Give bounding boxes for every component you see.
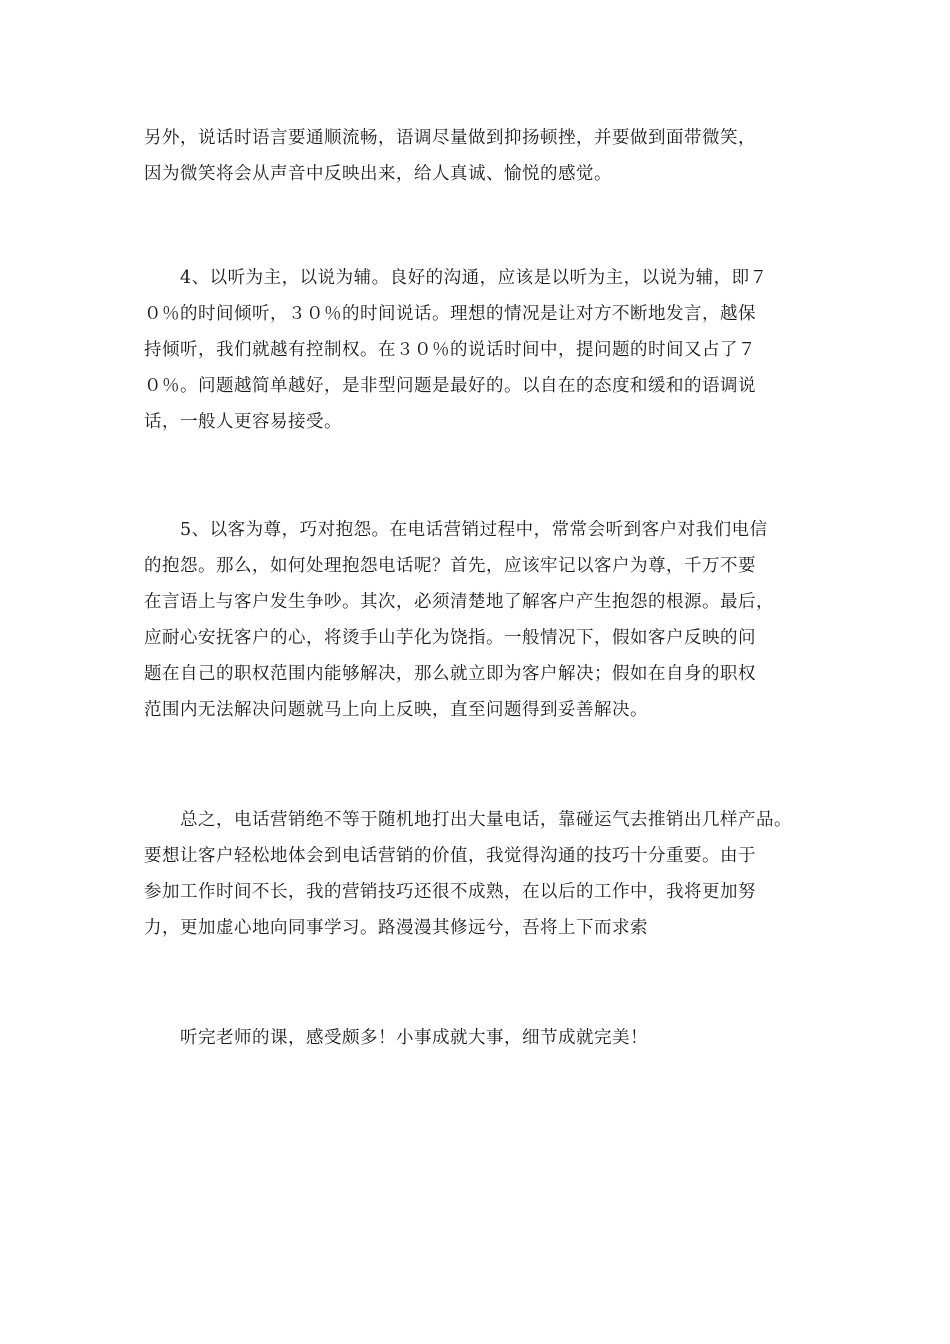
text-line: 在言语上与客户发生争吵。其次，必须清楚地了解客户产生抱怨的根源。最后， [144,592,774,612]
text-line: 另外，说话时语言要通顺流畅，语调尽量做到抑扬顿挫，并要做到面带微笑， [144,128,756,148]
text-line: 因为微笑将会从声音中反映出来，给人真诚、愉悦的感觉。 [144,164,612,184]
paragraph-speech-tone [144,120,824,192]
text-line: 参加工作时间不长，我的营销技巧还很不成熟，在以后的工作中，我将更加努 [144,882,756,902]
text-line: 总之，电话营销绝不等于随机地打出大量电话，靠碰运气去推销出几样产品。 [144,810,792,830]
paragraph-listen-first [144,260,824,440]
paragraph-conclusion [144,802,824,946]
text-line: 5、以客为尊，巧对抱怨。在电话营销过程中，常常会听到客户对我们电信 [144,520,768,540]
text-line: 力，更加虚心地向同事学习。路漫漫其修远兮，吾将上下而求索 [144,918,648,938]
text-line: 持倾听，我们就越有控制权。在３０％的说话时间中，提问题的时间又占了７ [144,340,756,360]
text-line: ０％。问题越简单越好，是非型问题是最好的。以自在的态度和缓和的语调说 [144,376,756,396]
text-line: ０％的时间倾听，３０％的时间说话。理想的情况是让对方不断地发言，越保 [144,304,756,324]
text-line: 4、以听为主，以说为辅。良好的沟通，应该是以听为主，以说为辅，即７ [144,268,768,288]
text-line: 要想让客户轻松地体会到电话营销的价值，我觉得沟通的技巧十分重要。由于 [144,846,756,866]
paragraph-customer-complaints [144,512,824,728]
text-line: 的抱怨。那么，如何处理抱怨电话呢？首先，应该牢记以客户为尊，千万不要 [144,556,756,576]
paragraph-closing-remark [144,1020,824,1056]
text-line: 题在自己的职权范围内能够解决，那么就立即为客户解决；假如在自身的职权 [144,664,756,684]
text-line: 话，一般人更容易接受。 [144,412,342,432]
text-line: 范围内无法解决问题就马上向上反映，直至问题得到妥善解决。 [144,700,648,720]
text-line: 应耐心安抚客户的心，将烫手山芋化为饶指。一般情况下，假如客户反映的问 [144,628,756,648]
text-line: 听完老师的课，感受颇多！小事成就大事，细节成就完美！ [144,1028,648,1048]
